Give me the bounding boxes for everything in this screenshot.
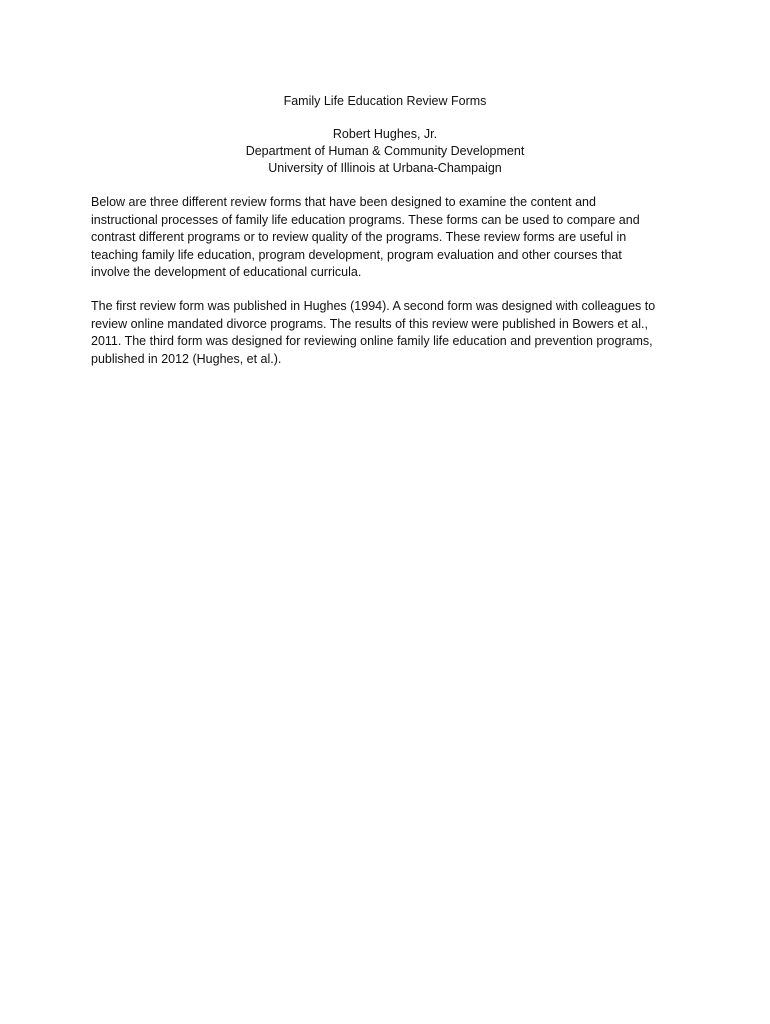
paragraph-line: instructional processes of family life education programs. These forms can be used to compare and (91, 212, 640, 227)
author-university: University of Illinois at Urbana-Champaign (268, 161, 502, 175)
paragraph-line: 2011. The third form was designed for reviewing online family life education and prevention programs, (91, 334, 653, 349)
author-department: Department of Human & Community Development (245, 144, 525, 158)
paragraph-line: Below are three different review forms that have been designed to examine the content and (91, 195, 596, 209)
history-paragraph (91, 298, 681, 368)
document-title: Family Life Education Review Forms (283, 94, 487, 108)
paragraph-line: published in 2012 (Hughes, et al.). (91, 351, 282, 366)
paragraph-line: involve the development of educational curricula. (91, 265, 362, 280)
paragraph-line: review online mandated divorce programs. The results of this review were published in Bowers et al., (91, 316, 648, 331)
paragraph-line: The first review form was published in Hughes (1994). A second form was designed with colleagues to (91, 299, 656, 313)
paragraph-line: contrast different programs or to review quality of the programs. These review forms are useful in (91, 230, 627, 245)
author-name: Robert Hughes, Jr. (332, 127, 438, 141)
author-block (0, 126, 770, 177)
intro-paragraph (91, 194, 681, 282)
paragraph-line: teaching family life education, program development, program evaluation and other courses that (91, 247, 622, 262)
